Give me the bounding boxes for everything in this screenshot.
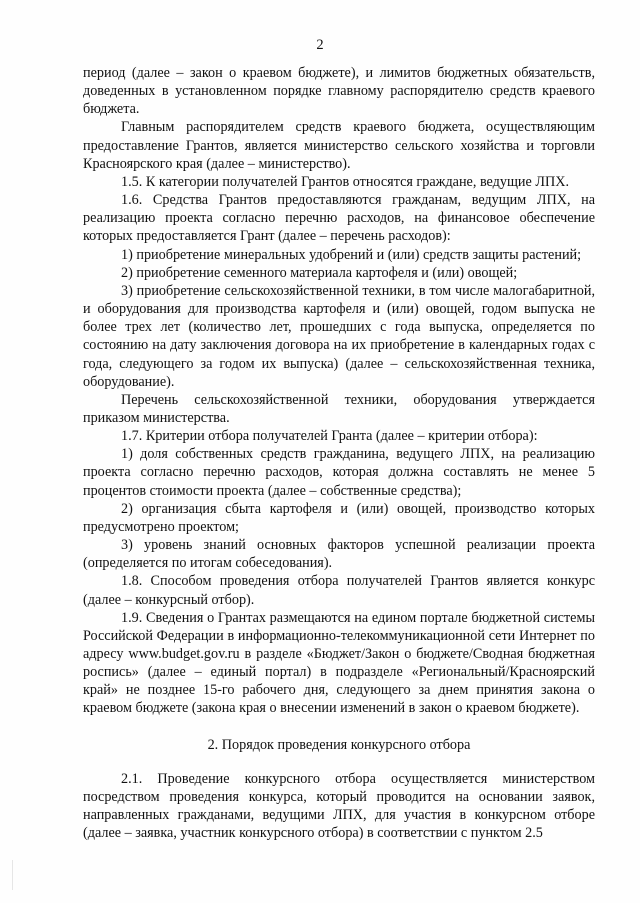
list-item: 1) доля собственных средств гражданина, ведущего ЛПХ, на реализацию проекта согласно перечню расходов, которая должна составлять не менее 5 процентов стоимости проекта (далее – собственные средства);: [83, 446, 595, 499]
list-item: 2) приобретение семенного материала картофеля и (или) овощей;: [121, 264, 518, 281]
section-heading: 2. Порядок проведения конкурсного отбора: [207, 736, 471, 753]
list-item: 1) приобретение минеральных удобрений и (или) средств защиты растений;: [121, 246, 582, 263]
paragraph: 1.9. Сведения о Грантах размещаются на едином портале бюджетной системы Российской Федерации в информационно-телекоммуникационной сети Интернет по адресу www.budget.gov.ru в разделе «Бюджет/Закон о бюджете/Сводная бюджетная роспись» (далее – единый портал) в подразделе «Региональный/Красноярский край» не позднее 15-го рабочего дня, следующего за днем принятия закона о краевом бюджете (закона края о внесении изменений в закон о краевом бюджете).: [83, 609, 595, 717]
paragraph: 1.6. Средства Грантов предоставляются гражданам, ведущим ЛПХ, на реализацию проекта согласно перечню расходов, на финансовое обеспечение которых предоставляется Грант (далее – перечень расходов):: [83, 192, 595, 245]
document-body: [83, 64, 595, 842]
paragraph-continuation: период (далее – закон о краевом бюджете), и лимитов бюджетных обязательств, доведенных в установленном порядке главному распорядителю средств краевого бюджета.: [83, 65, 595, 118]
list-item: 3) приобретение сельскохозяйственной техники, в том числе малогабаритной, и оборудования для производства картофеля и (или) овощей, годом выпуска не более трех лет (количество лет, прошедших с года выпуска, определяется по состоянию на дату заключения договора на их приобретение в календарных годах с года, следующего за годом их выпуска) (далее – сельскохозяйственная техника, оборудование).: [83, 282, 595, 390]
paragraph: 1.5. К категории получателей Грантов относятся граждане, ведущие ЛПХ.: [121, 173, 570, 190]
paragraph: Главным распорядителем средств краевого бюджета, осуществляющим предоставление Грантов, является министерство сельского хозяйства и торговли Красноярского края (далее – министерство).: [83, 119, 595, 172]
paragraph: 2.1. Проведение конкурсного отбора осуществляется министерством посредством проведения конкурса, который проводится на основании заявок, направленных гражданами, ведущими ЛПХ, для участия в конкурсном отборе (далее – заявка, участник конкурсного отбора) в соответствии с пунктом 2.5: [83, 770, 595, 842]
list-item: 3) уровень знаний основных факторов успешной реализации проекта (определяется по итогам собеседования).: [83, 537, 595, 572]
paragraph: 1.8. Способом проведения отбора получателей Грантов является конкурс (далее – конкурсный отбор).: [83, 573, 595, 608]
page-number: 2: [316, 37, 324, 53]
scan-edge-mark: [12, 860, 13, 890]
paragraph: 1.7. Критерии отбора получателей Гранта (далее – критерии отбора):: [121, 428, 538, 445]
list-item: 2) организация сбыта картофеля и (или) овощей, производство которых предусмотрено проектом;: [83, 500, 595, 535]
paragraph: Перечень сельскохозяйственной техники, оборудования утверждается приказом министерства.: [83, 391, 595, 426]
